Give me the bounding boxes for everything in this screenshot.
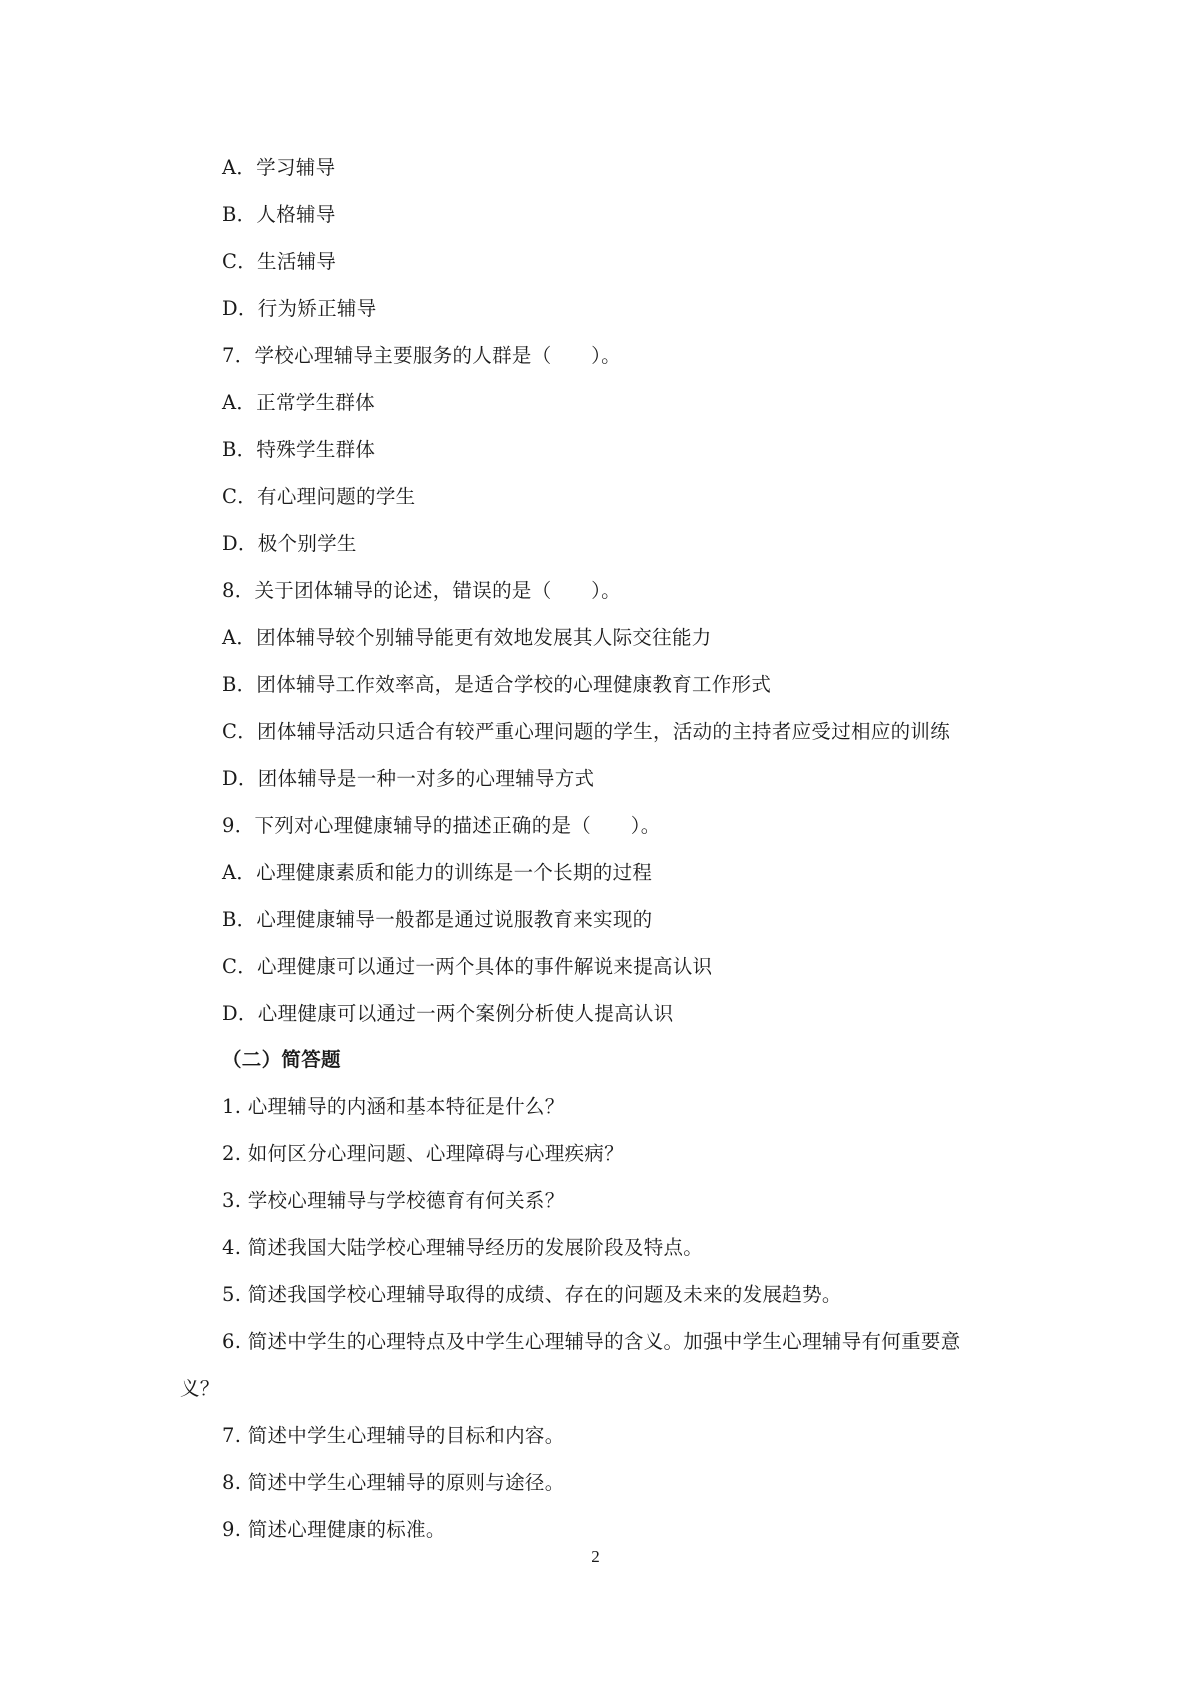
option-line: B．特殊学生群体 [222, 438, 376, 461]
option-line: C．团体辅导活动只适合有较严重心理问题的学生，活动的主持者应受过相应的训练 [222, 720, 951, 743]
option-line: D．行为矫正辅导 [222, 297, 377, 320]
option-line: A．心理健康素质和能力的训练是一个长期的过程 [222, 861, 653, 884]
short-answer-question: 7. 简述中学生心理辅导的目标和内容。 [222, 1424, 565, 1447]
short-answer-question: 8. 简述中学生心理辅导的原则与途径。 [222, 1471, 565, 1494]
question-line: 9．下列对心理健康辅导的描述正确的是（ ）。 [222, 814, 661, 837]
short-answer-question: 6. 简述中学生的心理特点及中学生心理辅导的含义。加强中学生心理辅导有何重要意 [222, 1330, 961, 1353]
option-line: C．心理健康可以通过一两个具体的事件解说来提高认识 [222, 955, 713, 978]
option-line: D．团体辅导是一种一对多的心理辅导方式 [222, 767, 595, 790]
short-answer-question: 3. 学校心理辅导与学校德育有何关系？ [222, 1189, 565, 1212]
option-line: D．极个别学生 [222, 532, 357, 555]
short-answer-question: 5. 简述我国学校心理辅导取得的成绩、存在的问题及未来的发展趋势。 [222, 1283, 842, 1306]
question-line: 7．学校心理辅导主要服务的人群是（ ）。 [222, 344, 621, 367]
short-answer-question: 4. 简述我国大陆学校心理辅导经历的发展阶段及特点。 [222, 1236, 704, 1259]
option-line: D．心理健康可以通过一两个案例分析使人提高认识 [222, 1002, 674, 1025]
option-line: A．学习辅导 [222, 156, 336, 179]
short-answer-question: 1. 心理辅导的内涵和基本特征是什么？ [222, 1095, 565, 1118]
option-line: A．团体辅导较个别辅导能更有效地发展其人际交往能力 [222, 626, 712, 649]
option-line: B．人格辅导 [222, 203, 336, 226]
short-answer-question-continuation: 义？ [180, 1377, 220, 1400]
page-number: 2 [591, 1547, 600, 1566]
option-line: B．心理健康辅导一般都是通过说服教育来实现的 [222, 908, 653, 931]
option-line: C．生活辅导 [222, 250, 337, 273]
short-answer-question: 2. 如何区分心理问题、心理障碍与心理疾病？ [222, 1142, 624, 1165]
option-line: A．正常学生群体 [222, 391, 375, 414]
question-line: 8．关于团体辅导的论述，错误的是（ ）。 [222, 579, 621, 602]
option-line: B．团体辅导工作效率高，是适合学校的心理健康教育工作形式 [222, 673, 772, 696]
option-line: C．有心理问题的学生 [222, 485, 416, 508]
section-heading: （二）简答题 [222, 1048, 341, 1071]
short-answer-question: 9. 简述心理健康的标准。 [222, 1518, 446, 1541]
